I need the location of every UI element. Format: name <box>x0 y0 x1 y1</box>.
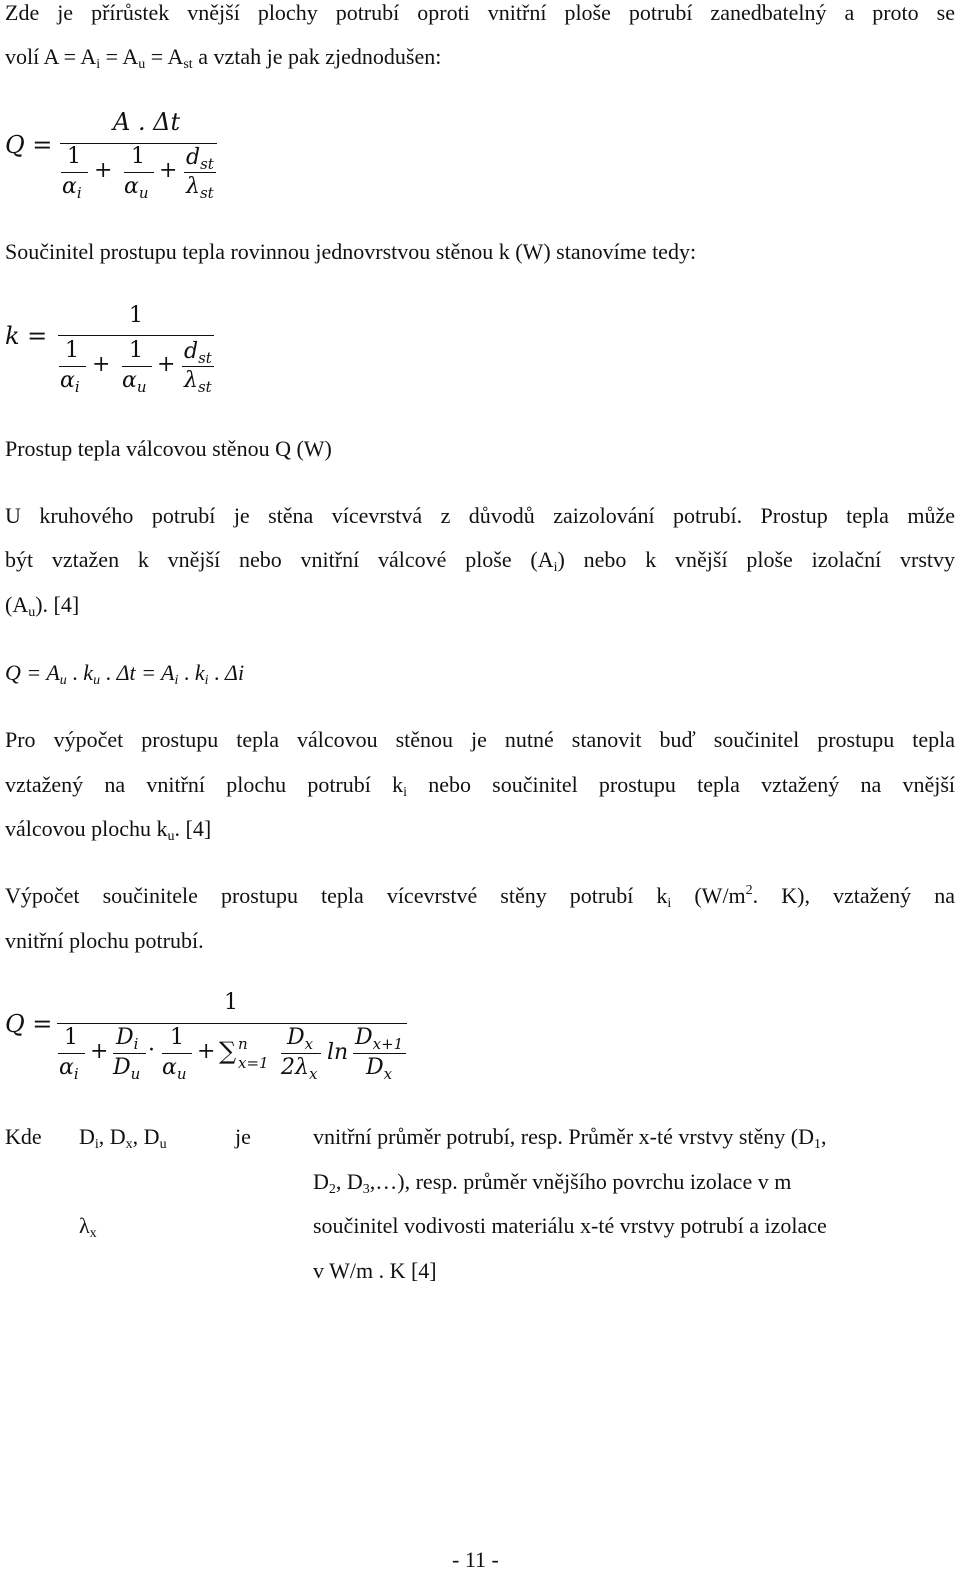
fraction-bar <box>182 366 214 367</box>
formula2-numerator: 1 <box>129 303 143 328</box>
text-run: a vztah je pak zjednodušen: <box>192 44 442 69</box>
formula4-alpha-u: $\alpha_u$ <box>162 1055 187 1083</box>
formula4-numerator: 1 <box>224 990 238 1015</box>
legend-desc-1-line1: vnitřní průměr potrubí, resp. Průměr x-té vrstvy stěny ($D_1$, <box>313 1124 827 1152</box>
fraction-bar <box>281 1053 321 1054</box>
para4-line2: vztažený na vnitřní plochu potrubí $k_i$ nebo součinitel prostupu tepla vztažený na vnější <box>5 772 956 800</box>
formula1-numerator: A . Δt <box>113 108 181 136</box>
formula4-d-x: $D_x$ <box>287 1025 314 1053</box>
formula4-d-x-denom: $D_x$ <box>366 1055 393 1083</box>
text-run: volí A = A <box>5 44 97 69</box>
sum-lower: x=1 <box>238 1054 269 1072</box>
formula1-one: 1 <box>67 144 81 169</box>
legend-je: je <box>235 1124 251 1149</box>
formula2-lhs: k = <box>5 322 48 350</box>
formula4-ln: ln <box>327 1040 349 1065</box>
para2: Součinitel prostupu tepla rovinnou jednovrstvou stěnou k (W) stanovíme tedy: <box>5 239 697 264</box>
formula1-lhs: Q = <box>5 131 53 159</box>
fraction-bar <box>353 1053 406 1054</box>
formula2-alpha-u: $\alpha_u$ <box>122 368 147 396</box>
formula1-alpha-i: $\alpha_i$ <box>62 174 82 202</box>
para1-line2 <box>5 44 442 72</box>
fraction-bar <box>122 366 152 367</box>
sum-symbol: ∑ <box>219 1037 237 1065</box>
formula2-one: 1 <box>129 338 143 363</box>
page-number: - 11 - <box>452 1547 499 1572</box>
formula4-lhs: Q = <box>5 1010 53 1038</box>
fraction-bar <box>58 335 214 336</box>
fraction-bar <box>58 1053 85 1054</box>
formula-3: $Q = A_u$ . $k_u$ . $\Delta t = A_i$ . $k_i$ . Δi <box>5 660 245 688</box>
fraction-bar <box>124 172 154 173</box>
para4-line1: Pro výpočet prostupu tepla válcovou stěnou je nutné stanovit buď součinitel prostupu tepla <box>5 727 955 752</box>
legend-kde: Kde <box>5 1124 42 1149</box>
para5-line1: Výpočet součinitele prostupu tepla vícevrstvé stěny potrubí $k_i$ ($W/m^2$. K), vztažený na <box>5 883 955 911</box>
legend-desc-1-line2: $D_2$, $D_3,\dots$), resp. průměr vnějšího povrchu izolace v m <box>313 1169 792 1197</box>
para3-line2: být vztažen k vnější nebo vnitřní válcové ploše $(A_i)$ nebo k vnější ploše izolační vrstvy <box>5 547 955 575</box>
formula4-one: 1 <box>64 1025 78 1050</box>
text-run: = A <box>100 44 139 69</box>
formula4-d-xp1: $D_{x+1}$ <box>355 1025 404 1053</box>
formula2-alpha-i: $\alpha_i$ <box>60 368 80 396</box>
para3-line3: $(A_u)$. [4] <box>5 592 80 620</box>
fraction-bar <box>113 1053 146 1054</box>
para1-line1: Zde je přírůstek vnější plochy potrubí oproti vnitřní ploše potrubí zanedbatelný a proto se <box>5 0 955 25</box>
section-heading: Prostup tepla válcovou stěnou Q (W) <box>5 436 332 461</box>
fraction-bar <box>57 1023 407 1024</box>
para5-line2: vnitřní plochu potrubí. <box>5 928 204 953</box>
plus-sign: + <box>92 352 111 377</box>
formula2-one: 1 <box>65 338 79 363</box>
fraction-bar <box>59 366 86 367</box>
plus-sign: + <box>157 352 176 377</box>
fraction-bar <box>162 1053 192 1054</box>
formula4-alpha-i: $\alpha_i$ <box>59 1055 79 1083</box>
text-run: = A <box>145 44 184 69</box>
sum-upper: n <box>238 1035 248 1053</box>
formula4-d-i: $D_i$ <box>116 1025 139 1053</box>
formula1-d-st: $d_{st}$ <box>186 145 214 173</box>
subscript: i <box>96 57 101 72</box>
legend-symbol-2: $\lambda_x$ <box>79 1213 97 1241</box>
formula1-alpha-u: $\alpha_u$ <box>124 174 149 202</box>
formula1-one: 1 <box>131 144 145 169</box>
plus-sign: + <box>159 158 178 183</box>
plus-sign: + <box>94 158 113 183</box>
formula2-lambda-st: $\lambda_{st}$ <box>184 368 212 396</box>
legend-desc-2-line1: součinitel vodivosti materiálu x-té vrstvy potrubí a izolace <box>313 1213 827 1238</box>
cdot: · <box>148 1038 155 1063</box>
fraction-bar <box>184 172 216 173</box>
legend-symbols-1: $D_i$, $D_x$, $D_u$ <box>79 1124 167 1152</box>
formula4-one: 1 <box>170 1025 184 1050</box>
formula1-lambda-st: $\lambda_{st}$ <box>186 174 214 202</box>
legend-desc-2-line2: v W/m . K [4] <box>313 1258 437 1283</box>
fraction-bar <box>61 172 88 173</box>
para4-line3: válcovou plochu $k_u$. [4] <box>5 816 212 844</box>
para3-line1: U kruhového potrubí je stěna vícevrstvá z důvodů zaizolování potrubí. Prostup tepla může <box>5 503 955 528</box>
formula2-d-st: $d_{st}$ <box>184 339 212 367</box>
plus-sign: + <box>197 1039 216 1064</box>
subscript: u <box>138 57 146 72</box>
formula4-2lambda-x: $2\lambda_x$ <box>281 1055 318 1083</box>
plus-sign: + <box>90 1039 109 1064</box>
subscript: st <box>183 57 193 72</box>
formula4-d-u: $D_u$ <box>113 1055 141 1083</box>
